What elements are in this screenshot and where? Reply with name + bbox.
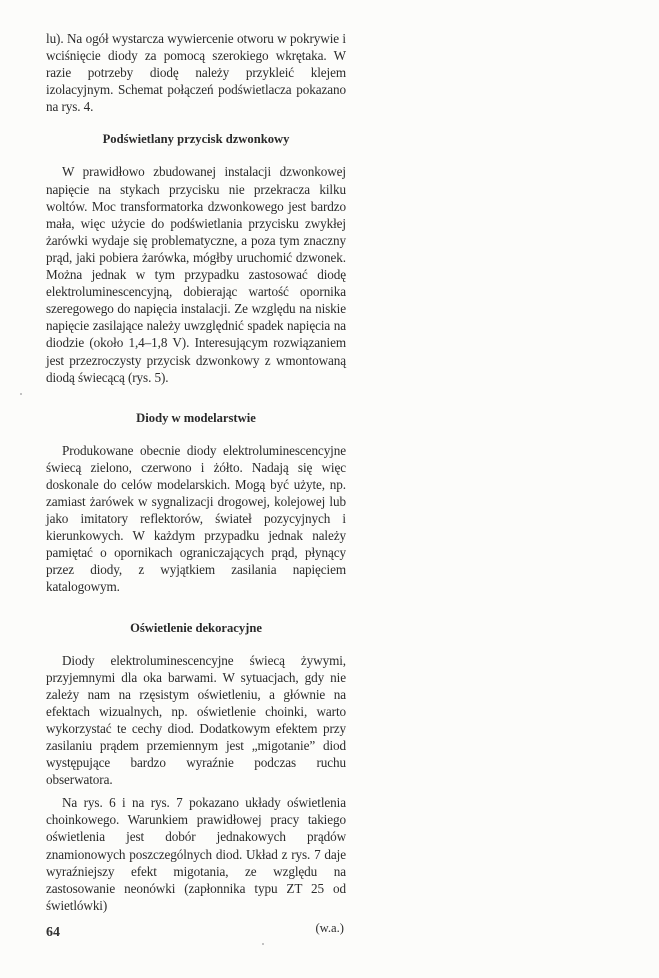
section-heading-modelling: Diody w modelarstwie [136, 410, 256, 425]
page-number: 64 [46, 925, 60, 940]
paper-speck [20, 393, 22, 395]
author-signature: (w.a.) [315, 920, 344, 935]
paper-speck [262, 943, 264, 945]
section-heading-decorative: Oświetlenie dekoracyjne [130, 620, 262, 635]
section-heading-doorbell: Podświetlany przycisk dzwonkowy [102, 132, 290, 147]
intro-paragraph: lu). Na ogół wystarcza wywiercenie otworu w pokrywie i wciśnięcie diody za pomocą szerokiego wkrętaka. W razie potrzeby diodę należy przykleić klejem izolacyjnym. Schemat połączeń podświetlacza pokazano na rys. 4. [46, 31, 346, 115]
paragraph-decorative-2: Na rys. 6 i na rys. 7 pokazano układy oświetlenia choinkowego. Warunkiem prawidłowej pracy takiego oświetlenia jest dobór jednakowych prądów znamionowych poszczególnych diod. Układ z rys. 7 daje wyraźniejszy efekt migotania, ze względu na zastosowanie neonówki (zapłonnika typu ZT 25 od świetlówki) [46, 795, 346, 913]
paragraph-doorbell: W prawidłowo zbudowanej instalacji dzwonkowej napięcie na stykach przycisku nie przekracza kilku woltów. Moc transformatorka dzwonkowego jest bardzo mała, więc użycie do podświetlania przycisku zwykłej żarówki wydaje się problematyczne, a poza tym znaczny prąd, jaki pobiera żarówka, mógłby uruchomić dzwonek. Można jednak w tym przypadku zastosować diodę elektroluminescencyjną, dobierając wartość opornika szeregowego do napięcia instalacji. Ze względu na niskie napięcie zasilające należy uwzględnić spadek napięcia na diodzie (około 1,4–1,8 V). Interesującym rozwiązaniem jest przezroczysty przycisk dzwonkowy z wmontowaną diodą świecącą (rys. 5). [46, 164, 346, 385]
paragraph-modelling: Produkowane obecnie diody elektroluminescencyjne świecą zielono, czerwono i żółto. Nadają się więc doskonale do celów modelarskich. Mogą być użyte, np. zamiast żarówek w sygnalizacji drogowej, kolejowej lub jako imitatory reflektorów, świateł pozycyjnych i kierunkowych. W każdym przypadku jednak należy pamiętać o opornikach ograniczających prąd, płynący przez diody, z wyjątkiem zasilania napięciem katalogowym. [46, 442, 346, 595]
text-column [46, 30, 346, 937]
paragraph-decorative-1: Diody elektroluminescencyjne świecą żywymi, przyjemnymi dla oka barwami. W sytuacjach, gdy nie zależy nam na rzęsistym oświetleniu, a głównie na efektach wizualnych, np. oświetlenie choinki, warto wykorzystać te cechy diod. Dodatkowym efektem przy zasilaniu prądem przemiennym jest „migotanie” diod występujące bardzo wyraźnie podczas ruchu obserwatora. [46, 652, 346, 788]
